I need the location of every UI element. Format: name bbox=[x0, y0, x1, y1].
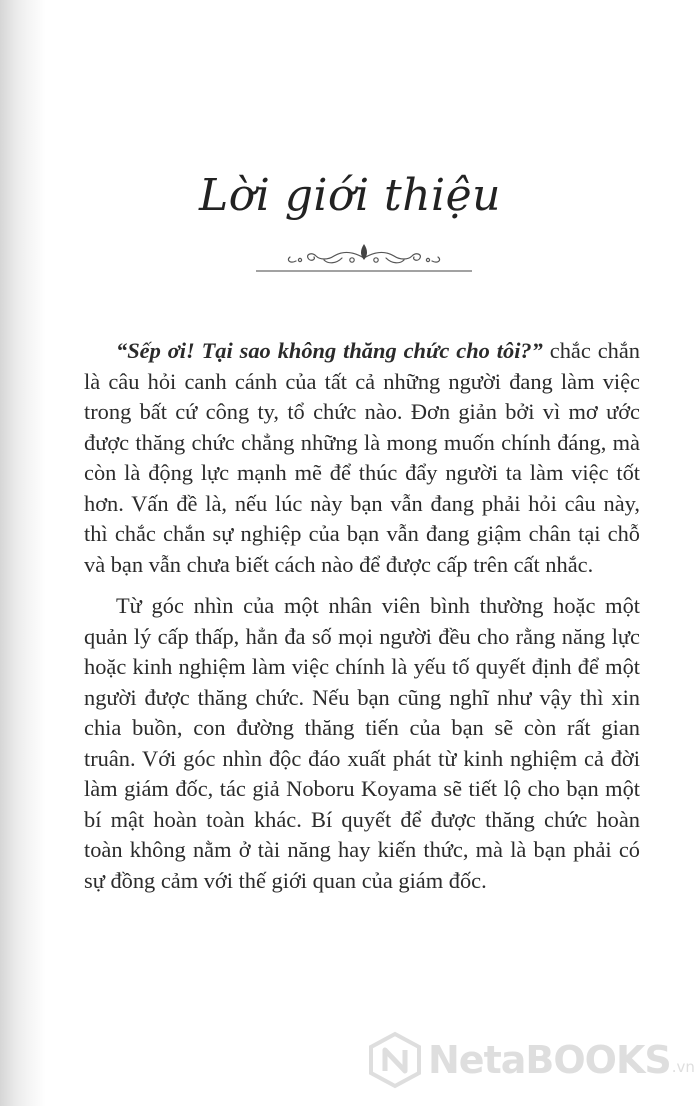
paragraph-2: Từ góc nhìn của một nhân viên bình thường hoặc một quản lý cấp thấp, hẳn đa số mọi người đều cho rằng năng lực hoặc kinh nghiệm làm việc chính là yếu tố quyết định để một người được thăng chức. Nếu bạn cũng nghĩ như vậy thì xin chia buồn, con đường thăng tiến của bạn sẽ còn rất gian truân. Với góc nhìn độc đáo xuất phát từ kinh nghiệm cả đời làm giám đốc, tác giả Noboru Koyama sẽ tiết lộ cho bạn một bí mật hoàn toàn khác. Bí quyết để được thăng chức hoàn toàn không nằm ở tài năng hay kiến thức, mà là bạn phải có sự đồng cảm với thế giới quan của giám đốc. bbox=[84, 593, 640, 893]
ornament-divider-icon bbox=[256, 240, 472, 274]
body-text bbox=[84, 336, 640, 907]
paragraph-1 bbox=[84, 336, 640, 580]
watermark-brand: NetaBOOKS bbox=[428, 1038, 671, 1082]
chapter-title: Lời giới thiệu bbox=[198, 170, 502, 221]
netabooks-logo-icon bbox=[366, 1031, 424, 1089]
watermark bbox=[366, 1030, 696, 1090]
paragraph-1-text: chắc chắn là câu hỏi canh cánh của tất cả những người đang làm việc trong bất cứ công ty, tổ chức nào. Đơn giản bởi vì mơ ước được thăng chức chẳng những là mong muốn chính đáng, mà còn là động lực mạnh mẽ để thúc đẩy người ta làm việc tốt hơn. Vấn đề là, nếu lúc này bạn vẫn đang phải hỏi câu này, thì chắc chắn sự nghiệp của bạn vẫn đang giậm chân tại chỗ và bạn vẫn chưa biết cách nào để được cấp trên cất nhắc. bbox=[84, 338, 640, 577]
spine-shadow bbox=[0, 0, 46, 1106]
watermark-suffix: .vn bbox=[671, 1058, 695, 1076]
opening-quote: “Sếp ơi! Tại sao không thăng chức cho tôi?” bbox=[116, 338, 543, 363]
